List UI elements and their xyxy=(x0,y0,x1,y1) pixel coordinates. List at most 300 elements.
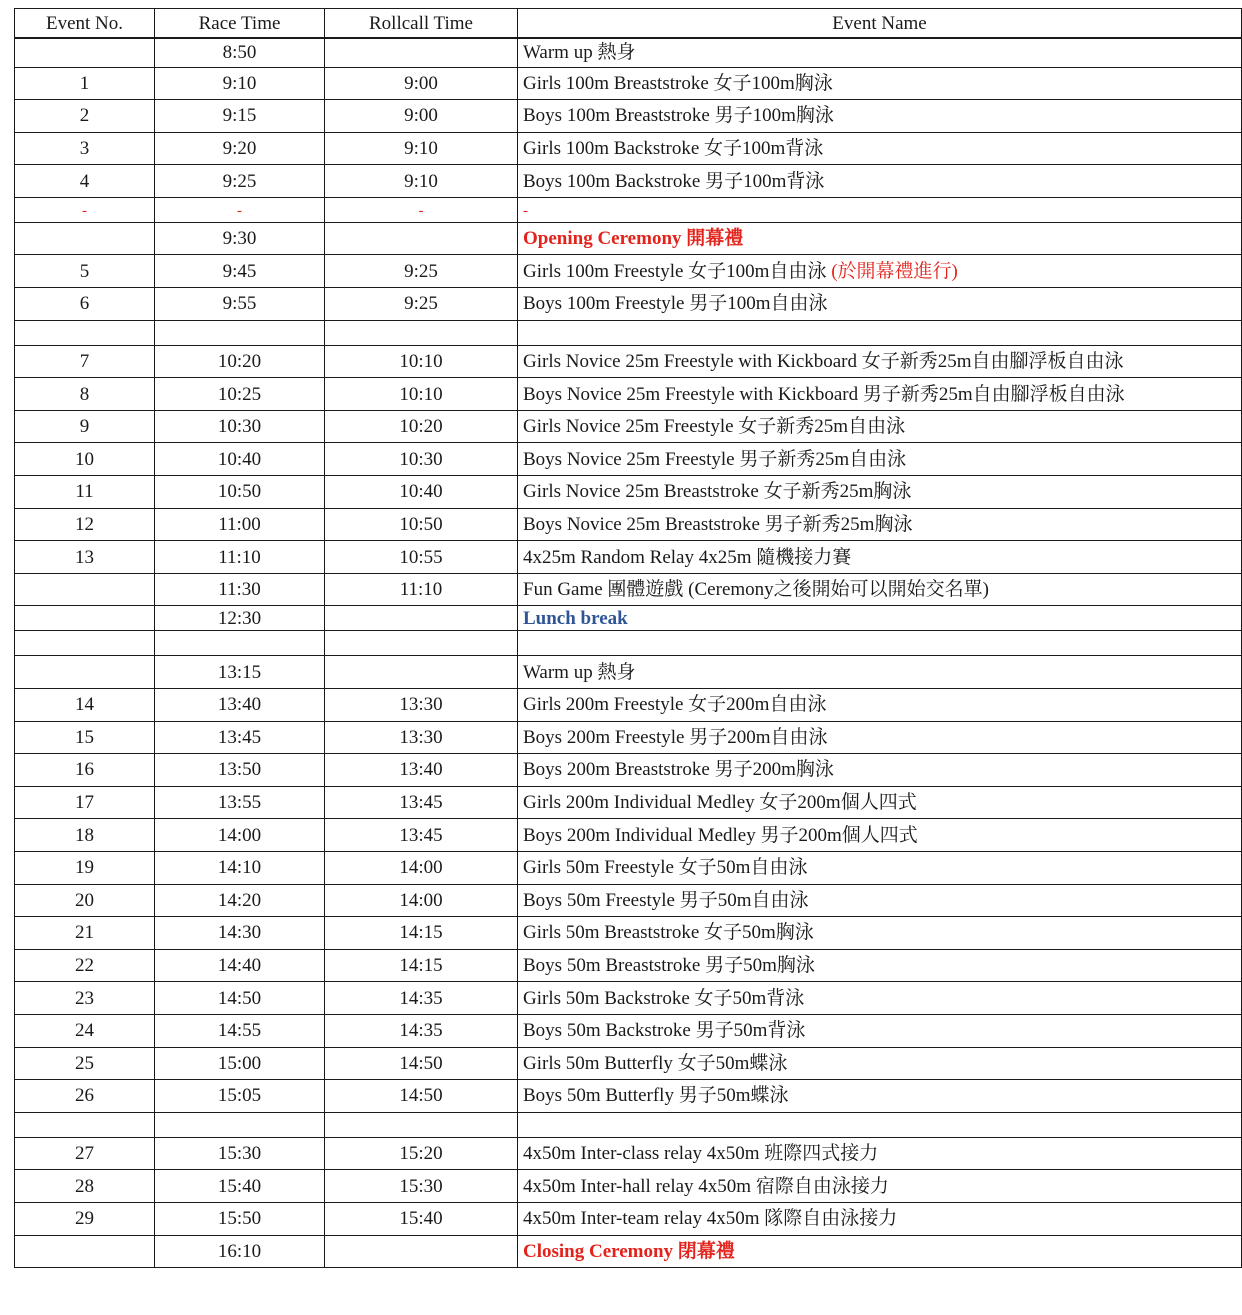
event-name-cell xyxy=(518,656,1242,689)
race-time-text: 10:30 xyxy=(217,416,262,438)
rollcall-time-cell xyxy=(325,917,518,950)
rollcall-time-cell xyxy=(325,320,518,345)
event-no-cell xyxy=(15,541,155,574)
event-no-cell xyxy=(15,443,155,476)
rollcall-time-cell xyxy=(325,631,518,656)
race-time-text: 9:20 xyxy=(222,137,257,159)
rollcall-time-text: 14:35 xyxy=(399,987,443,1009)
rollcall-time-text: 15:30 xyxy=(399,1175,443,1197)
table-row xyxy=(15,67,1242,100)
event-name-cell xyxy=(518,573,1242,606)
rollcall-time-cell xyxy=(325,606,518,631)
event-no-text: 7 xyxy=(79,350,90,372)
race-time-text: 15:05 xyxy=(217,1085,262,1107)
event-no-cell xyxy=(15,1014,155,1047)
race-time-cell xyxy=(155,851,325,884)
event-no-text: 26 xyxy=(75,1085,94,1107)
race-time-cell xyxy=(155,656,325,689)
event-name-cell xyxy=(518,917,1242,950)
race-time-cell xyxy=(155,197,325,222)
event-name-text: Girls 200m Freestyle 女子200m自由泳 xyxy=(523,694,827,716)
table-row xyxy=(15,754,1242,787)
table-row xyxy=(15,288,1242,321)
race-time-text: 10:40 xyxy=(217,448,262,470)
event-no-cell xyxy=(15,1137,155,1170)
event-no-cell xyxy=(15,476,155,509)
event-name-text: Girls 100m Breaststroke 女子100m胸泳 xyxy=(523,72,833,94)
race-time-cell xyxy=(155,1170,325,1203)
table-row xyxy=(15,345,1242,378)
event-name-text: Boys 200m Individual Medley 男子200m個人四式 xyxy=(523,824,918,846)
event-name-cell xyxy=(518,1170,1242,1203)
race-time-text: 10:50 xyxy=(217,481,262,503)
race-time-cell xyxy=(155,884,325,917)
race-time-cell xyxy=(155,721,325,754)
rollcall-time-cell xyxy=(325,689,518,722)
rollcall-time-cell xyxy=(325,476,518,509)
event-no-text: 1 xyxy=(79,72,90,94)
race-time-cell xyxy=(155,573,325,606)
race-time-text: 9:15 xyxy=(222,105,257,127)
event-name-text: Warm up 熱身 xyxy=(523,42,636,64)
event-no-cell xyxy=(15,573,155,606)
race-time-text: 15:00 xyxy=(217,1052,262,1074)
rollcall-time-cell xyxy=(325,1202,518,1235)
race-time-cell xyxy=(155,132,325,165)
race-time-cell xyxy=(155,631,325,656)
event-name-cell xyxy=(518,378,1242,411)
header-event-name: Event Name xyxy=(518,9,1242,39)
rollcall-time-cell xyxy=(325,1014,518,1047)
event-no-cell xyxy=(15,255,155,288)
table-row xyxy=(15,197,1242,222)
table-row xyxy=(15,1170,1242,1203)
event-no-cell xyxy=(15,67,155,100)
event-name-text: 4x50m Inter-team relay 4x50m 隊際自由泳接力 xyxy=(523,1208,898,1230)
rollcall-time-cell xyxy=(325,786,518,819)
schedule-body xyxy=(15,38,1242,1268)
event-no-cell xyxy=(15,378,155,411)
event-name-cell xyxy=(518,222,1242,255)
event-no-cell xyxy=(15,721,155,754)
event-no-text: 5 xyxy=(79,260,90,282)
table-row xyxy=(15,1137,1242,1170)
race-time-text: 14:00 xyxy=(217,824,262,846)
event-no-text: 25 xyxy=(75,1052,94,1074)
table-row xyxy=(15,884,1242,917)
race-time-cell xyxy=(155,100,325,133)
event-name-cell xyxy=(518,165,1242,198)
rollcall-time-text: 9:10 xyxy=(404,170,438,192)
event-name-text: Closing Ceremony 閉幕禮 xyxy=(523,1240,735,1262)
event-name-text: Girls 200m Individual Medley 女子200m個人四式 xyxy=(523,792,917,814)
race-time-text: 16:10 xyxy=(217,1240,262,1262)
table-row xyxy=(15,1235,1242,1268)
event-no-text: 3 xyxy=(79,137,90,159)
rollcall-time-cell xyxy=(325,851,518,884)
rollcall-time-cell xyxy=(325,1047,518,1080)
table-row xyxy=(15,132,1242,165)
event-name-text: Girls Novice 25m Breaststroke 女子新秀25m胸泳 xyxy=(523,481,912,503)
rollcall-time-text: 9:10 xyxy=(404,137,438,159)
rollcall-time-text: 13:30 xyxy=(399,694,443,716)
event-name-cell xyxy=(518,508,1242,541)
race-time-text: 9:25 xyxy=(222,170,257,192)
rollcall-time-text: 14:50 xyxy=(399,1085,443,1107)
rollcall-time-cell xyxy=(325,165,518,198)
rollcall-time-cell xyxy=(325,982,518,1015)
rollcall-time-cell xyxy=(325,949,518,982)
race-time-text: 13:15 xyxy=(217,661,262,683)
event-name-text: Boys Novice 25m Breaststroke 男子新秀25m胸泳 xyxy=(523,513,913,535)
rollcall-time-cell xyxy=(325,721,518,754)
table-row xyxy=(15,851,1242,884)
rollcall-time-cell xyxy=(325,573,518,606)
race-time-text: 14:30 xyxy=(217,922,262,944)
rollcall-time-text: 10:10 xyxy=(399,383,443,405)
event-no-text: 27 xyxy=(75,1143,94,1165)
rollcall-time-text: 13:45 xyxy=(399,824,443,846)
rollcall-time-cell xyxy=(325,222,518,255)
event-no-text: 2 xyxy=(79,105,90,127)
table-row xyxy=(15,1014,1242,1047)
race-time-text: 11:00 xyxy=(218,513,261,535)
event-name-cell xyxy=(518,132,1242,165)
event-name-text: Boys 200m Freestyle 男子200m自由泳 xyxy=(523,726,828,748)
event-no-text: 12 xyxy=(75,513,94,535)
race-time-text: 14:55 xyxy=(217,1020,262,1042)
rollcall-time-cell xyxy=(325,345,518,378)
event-no-text: 11 xyxy=(75,481,94,503)
table-row xyxy=(15,786,1242,819)
rollcall-time-cell xyxy=(325,443,518,476)
race-time-text: 15:50 xyxy=(217,1208,262,1230)
rollcall-time-text: - xyxy=(418,203,424,220)
event-no-text: 29 xyxy=(75,1208,94,1230)
event-no-text: 15 xyxy=(75,726,94,748)
event-no-cell xyxy=(15,345,155,378)
event-name-text: Girls 50m Freestyle 女子50m自由泳 xyxy=(523,857,808,879)
event-no-cell xyxy=(15,165,155,198)
table-row xyxy=(15,1112,1242,1137)
rollcall-time-cell xyxy=(325,884,518,917)
race-time-text: 14:10 xyxy=(217,857,262,879)
event-no-text: 16 xyxy=(75,759,94,781)
rollcall-time-text: 10:40 xyxy=(399,481,443,503)
event-name-text: Girls 100m Freestyle 女子100m自由泳 xyxy=(523,260,832,282)
rollcall-time-cell xyxy=(325,197,518,222)
rollcall-time-cell xyxy=(325,378,518,411)
table-row xyxy=(15,819,1242,852)
race-time-text: 13:50 xyxy=(217,759,262,781)
event-no-text: 14 xyxy=(75,694,94,716)
race-time-text: 11:30 xyxy=(218,579,261,601)
event-schedule-table xyxy=(14,8,1242,1268)
race-time-cell xyxy=(155,917,325,950)
rollcall-time-text: 13:45 xyxy=(399,792,443,814)
event-name-text: Warm up 熱身 xyxy=(523,661,636,683)
event-name-text: Opening Ceremony 開幕禮 xyxy=(523,228,744,250)
race-time-text: 12:30 xyxy=(217,607,262,629)
event-name-cell xyxy=(518,631,1242,656)
rollcall-time-text: 15:20 xyxy=(399,1143,443,1165)
event-no-text: 23 xyxy=(75,987,94,1009)
race-time-cell xyxy=(155,689,325,722)
event-name-cell xyxy=(518,288,1242,321)
table-row xyxy=(15,1202,1242,1235)
rollcall-time-text: 14:15 xyxy=(399,922,443,944)
event-name-cell xyxy=(518,541,1242,574)
header-row xyxy=(15,9,1242,39)
table-row xyxy=(15,606,1242,631)
rollcall-time-cell xyxy=(325,255,518,288)
event-name-cell xyxy=(518,1047,1242,1080)
rollcall-time-text: 10:50 xyxy=(399,513,443,535)
race-time-text: 13:45 xyxy=(217,726,262,748)
race-time-cell xyxy=(155,476,325,509)
event-name-cell xyxy=(518,443,1242,476)
event-name-text: 4x25m Random Relay 4x25m 隨機接力賽 xyxy=(523,546,852,568)
event-no-cell xyxy=(15,606,155,631)
event-name-text: Girls 50m Backstroke 女子50m背泳 xyxy=(523,987,805,1009)
race-time-text: 14:40 xyxy=(217,955,262,977)
event-no-cell xyxy=(15,320,155,345)
table-row xyxy=(15,1047,1242,1080)
event-no-cell xyxy=(15,631,155,656)
event-name-cell xyxy=(518,255,1242,288)
race-time-cell xyxy=(155,1202,325,1235)
rollcall-time-text: 9:00 xyxy=(404,72,438,94)
race-time-cell xyxy=(155,320,325,345)
event-no-cell xyxy=(15,1235,155,1268)
rollcall-time-text: 9:25 xyxy=(404,293,438,315)
rollcall-time-cell xyxy=(325,100,518,133)
event-name-text: Boys 50m Backstroke 男子50m背泳 xyxy=(523,1020,806,1042)
event-name-cell xyxy=(518,884,1242,917)
event-name-text: Girls 50m Breaststroke 女子50m胸泳 xyxy=(523,922,814,944)
rollcall-time-text: 14:00 xyxy=(399,857,443,879)
event-no-cell xyxy=(15,917,155,950)
race-time-cell xyxy=(155,1112,325,1137)
race-time-text: - xyxy=(237,203,242,220)
event-name-cell xyxy=(518,689,1242,722)
rollcall-time-text: 13:40 xyxy=(399,759,443,781)
race-time-cell xyxy=(155,67,325,100)
race-time-cell xyxy=(155,819,325,852)
header-event-no: Event No. xyxy=(15,9,155,39)
table-row xyxy=(15,320,1242,345)
event-no-cell xyxy=(15,786,155,819)
table-row xyxy=(15,476,1242,509)
race-time-text: 9:10 xyxy=(222,72,257,94)
rollcall-time-cell xyxy=(325,541,518,574)
event-no-text: 24 xyxy=(75,1020,94,1042)
race-time-text: 13:40 xyxy=(217,694,262,716)
event-no-text: 4 xyxy=(79,170,90,192)
race-time-cell xyxy=(155,1235,325,1268)
rollcall-time-text: 10:20 xyxy=(399,416,443,438)
rollcall-time-text: 15:40 xyxy=(399,1208,443,1230)
rollcall-time-cell xyxy=(325,288,518,321)
event-no-cell xyxy=(15,38,155,67)
event-no-cell xyxy=(15,1170,155,1203)
table-row xyxy=(15,410,1242,443)
event-no-cell xyxy=(15,689,155,722)
event-no-cell xyxy=(15,949,155,982)
rollcall-time-text: 10:55 xyxy=(399,546,443,568)
event-name-cell xyxy=(518,67,1242,100)
event-no-cell xyxy=(15,819,155,852)
event-name-text: Girls 100m Backstroke 女子100m背泳 xyxy=(523,137,824,159)
race-time-cell xyxy=(155,1047,325,1080)
event-name-cell xyxy=(518,38,1242,67)
race-time-text: 9:55 xyxy=(222,293,257,315)
event-name-cell xyxy=(518,819,1242,852)
rollcall-time-cell xyxy=(325,1112,518,1137)
race-time-cell xyxy=(155,443,325,476)
rollcall-time-cell xyxy=(325,1080,518,1113)
rollcall-time-text: 14:00 xyxy=(399,889,443,911)
event-name-cell xyxy=(518,476,1242,509)
event-no-text: 8 xyxy=(79,383,90,405)
race-time-text: 15:30 xyxy=(217,1143,262,1165)
event-name-cell xyxy=(518,754,1242,787)
race-time-cell xyxy=(155,1080,325,1113)
table-row xyxy=(15,656,1242,689)
event-name-cell xyxy=(518,100,1242,133)
event-no-cell xyxy=(15,288,155,321)
table-row xyxy=(15,949,1242,982)
race-time-cell xyxy=(155,378,325,411)
table-row xyxy=(15,255,1242,288)
table-row xyxy=(15,1080,1242,1113)
table-row xyxy=(15,541,1242,574)
event-name-cell xyxy=(518,1014,1242,1047)
event-name-text: Girls 50m Butterfly 女子50m蝶泳 xyxy=(523,1052,788,1074)
event-name-text: Boys 200m Breaststroke 男子200m胸泳 xyxy=(523,759,834,781)
event-no-text: 22 xyxy=(75,955,94,977)
event-no-text: 28 xyxy=(75,1175,94,1197)
table-row xyxy=(15,982,1242,1015)
event-no-cell xyxy=(15,754,155,787)
rollcall-time-cell xyxy=(325,754,518,787)
event-note: (於開幕禮進行) xyxy=(831,260,958,282)
event-name-text: Boys Novice 25m Freestyle with Kickboard 男子新秀25m自由腳浮板自由泳 xyxy=(523,383,1125,405)
event-no-cell xyxy=(15,132,155,165)
rollcall-time-cell xyxy=(325,1137,518,1170)
event-name-cell xyxy=(518,1112,1242,1137)
event-name-text: Boys 100m Breaststroke 男子100m胸泳 xyxy=(523,105,834,127)
rollcall-time-text: 14:15 xyxy=(399,955,443,977)
table-row xyxy=(15,508,1242,541)
table-row xyxy=(15,721,1242,754)
event-name-text: Boys 100m Freestyle 男子100m自由泳 xyxy=(523,293,828,315)
event-name-cell xyxy=(518,721,1242,754)
event-no-cell xyxy=(15,222,155,255)
race-time-text: 9:45 xyxy=(222,260,257,282)
event-no-text: 17 xyxy=(75,792,94,814)
rollcall-time-cell xyxy=(325,1170,518,1203)
rollcall-time-text: 14:50 xyxy=(399,1052,443,1074)
rollcall-time-cell xyxy=(325,656,518,689)
race-time-text: 10:25 xyxy=(217,383,262,405)
event-no-cell xyxy=(15,197,155,222)
race-time-cell xyxy=(155,288,325,321)
event-name-cell xyxy=(518,786,1242,819)
rollcall-time-text: 10:30 xyxy=(399,448,443,470)
event-no-cell xyxy=(15,1047,155,1080)
race-time-cell xyxy=(155,1137,325,1170)
table-row xyxy=(15,38,1242,67)
rollcall-time-cell xyxy=(325,67,518,100)
event-no-cell xyxy=(15,100,155,133)
race-time-text: 13:55 xyxy=(217,792,262,814)
event-name-text: Girls Novice 25m Freestyle 女子新秀25m自由泳 xyxy=(523,416,906,438)
event-no-text: - xyxy=(82,203,87,220)
event-name-text: Boys 100m Backstroke 男子100m背泳 xyxy=(523,170,825,192)
table-row xyxy=(15,165,1242,198)
rollcall-time-cell xyxy=(325,1235,518,1268)
event-no-text: 19 xyxy=(75,857,94,879)
event-no-cell xyxy=(15,884,155,917)
event-name-cell xyxy=(518,320,1242,345)
event-name-cell xyxy=(518,851,1242,884)
table-row xyxy=(15,222,1242,255)
race-time-text: 11:10 xyxy=(218,546,261,568)
race-time-cell xyxy=(155,345,325,378)
event-name-text: Boys Novice 25m Freestyle 男子新秀25m自由泳 xyxy=(523,448,907,470)
event-name-cell xyxy=(518,949,1242,982)
race-time-text: 14:50 xyxy=(217,987,262,1009)
race-time-text: 15:40 xyxy=(217,1175,262,1197)
event-name-text: Lunch break xyxy=(523,607,628,629)
race-time-cell xyxy=(155,255,325,288)
rollcall-time-cell xyxy=(325,410,518,443)
event-name-text: Boys 50m Butterfly 男子50m蝶泳 xyxy=(523,1085,789,1107)
header-rollcall-time: Rollcall Time xyxy=(325,9,518,39)
rollcall-time-cell xyxy=(325,132,518,165)
race-time-cell xyxy=(155,541,325,574)
event-name-text: 4x50m Inter-hall relay 4x50m 宿際自由泳接力 xyxy=(523,1175,889,1197)
race-time-cell xyxy=(155,410,325,443)
header-race-time: Race Time xyxy=(155,9,325,39)
table-row xyxy=(15,689,1242,722)
event-name-cell xyxy=(518,1202,1242,1235)
race-time-cell xyxy=(155,222,325,255)
rollcall-time-text: 10:10 xyxy=(399,350,443,372)
race-time-cell xyxy=(155,1014,325,1047)
event-name-cell xyxy=(518,1235,1242,1268)
race-time-cell xyxy=(155,786,325,819)
event-name-cell xyxy=(518,197,1242,222)
rollcall-time-cell xyxy=(325,819,518,852)
table-row xyxy=(15,917,1242,950)
race-time-cell xyxy=(155,165,325,198)
race-time-cell xyxy=(155,606,325,631)
event-name-text: Fun Game 團體遊戲 (Ceremony之後開始可以開始交名單) xyxy=(523,579,989,601)
race-time-cell xyxy=(155,754,325,787)
event-no-text: 6 xyxy=(79,293,90,315)
event-no-cell xyxy=(15,1112,155,1137)
race-time-text: 10:20 xyxy=(217,350,262,372)
event-no-text: 18 xyxy=(75,824,94,846)
event-no-text: 10 xyxy=(75,448,94,470)
rollcall-time-cell xyxy=(325,38,518,67)
event-no-cell xyxy=(15,410,155,443)
race-time-text: 9:30 xyxy=(222,228,257,250)
rollcall-time-text: 9:00 xyxy=(404,105,438,127)
event-no-cell xyxy=(15,1080,155,1113)
